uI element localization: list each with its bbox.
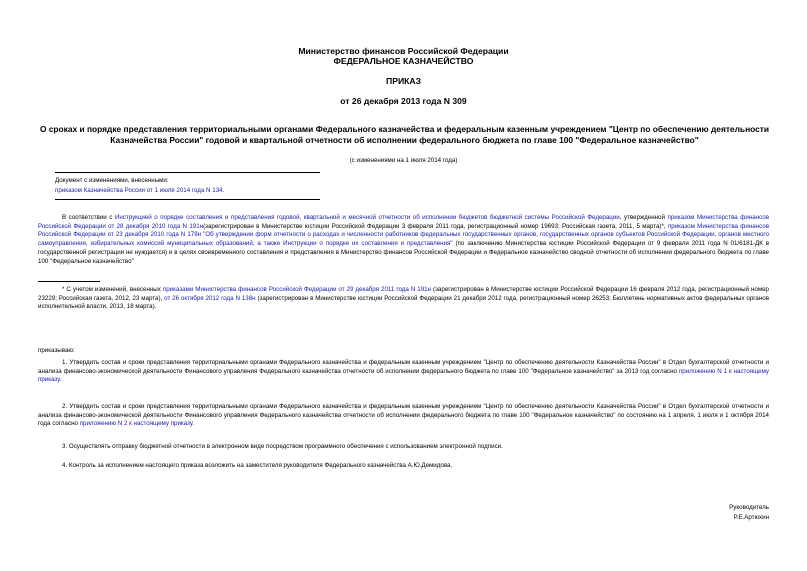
changes-link[interactable]: приказом Казначейства России от 1 июля 2014 года N 134. [55,187,225,194]
footnote-text: (зарегистрирован в Министерстве юстиции Российской Федерации 21 декабря 2012 года, регистрационный номер 26253; Бюллетень нормативных актов федеральных органов исполнительной власти, 2013, 18 марта). [38,294,770,311]
signature-name: Р.Е.Артюхин [733,514,769,521]
preamble-text: В соответствии с [62,214,115,221]
amendment-note: (с изменениями на 1 июля 2014 года) [349,157,458,164]
document-type: ПРИКАЗ [386,76,421,86]
item-text: 2. Утвердить состав и сроки представления территориальными органами Федерального казначейства и федеральным казенным учреждением "Центр по обеспечению деятельности Казначейства России" в Отдел бухгалтерской отчетности и анализа финансово-экономической деятельности Финансового управления Федерального казначейства отчетности об исполнении федерального бюджета по главе 100 "Федеральное казначейство" по состоянию на 1 апреля, 1 июля и 1 октября 2014 года согласно [38,403,769,428]
instruction-link[interactable]: Инструкцией о порядке составления и представления годовой, квартальной и месячной отчетности об исполнении бюджетов бюджетной системы Российской Федерации [114,214,620,221]
appendix-2-link[interactable]: приложению N 2 к настоящему приказу [79,420,193,428]
document-changes-note [55,176,224,196]
changes-label: Документ с изменениями, внесенными: [55,177,169,184]
item-text: . [192,420,195,428]
appendix-1-link[interactable]: приложению N 1 к настоящему приказу [38,367,769,384]
signature-role: Руководитель [729,504,769,511]
preamble-text: (зарегистрирован в Министерстве юстиции Российской Федерации 3 февраля 2011 года, регистрационный номер 19693; Российская газета, 2011, 5 марта)*, [203,222,668,230]
footnote-link-191n[interactable]: приказами Министерства финансов Российской Федерации от 29 декабря 2011 года N 191н [162,286,432,293]
item-text: . [59,376,62,384]
footnote-divider [38,281,100,282]
document-title: О сроках и порядке представления территориальными органами Федерального казначейства и федеральным казенным учреждением "Центр по обеспечению деятельности Казначейства России" годовой и квартальной отчетности об исполнении федерального бюджета по главе 100 "Федеральное казначейство" [39,124,770,145]
preamble-text: , утвержденной [619,214,668,221]
document-date-number: от 26 декабря 2013 года N 309 [340,96,467,106]
divider-bottom [55,199,320,200]
footnote-link-138n[interactable]: от 26 октября 2012 года N 138н [164,294,256,302]
order-191n-link[interactable]: приказом Министерства финансов Российской Федерации от 28 декабря 2010 года N 191н [38,214,769,230]
footnote [38,286,769,312]
preamble-paragraph [38,214,769,266]
ministry-name: Министерство финансов Российской Федерации [298,46,509,56]
order-item-3: 3. Осуществлять отправку бюджетной отчетности в электронном виде посредством программного обеспечения с использованием электронной подписи. [62,443,503,450]
order-179n-link[interactable]: приказом Министерства финансов Российской Федерации от 23 декабря 2010 года N 179н "Об утверждении форм отчетности о расходах и численности работников федеральных государственных органов, государственных органов субъектов Российской Федерации, органов местного самоуправления, избирательных комиссий муниципальных образований, а также Инструкции о порядке их составления и представления" [38,222,769,248]
footnote-text: * С учетом изменений, внесенных [62,286,163,293]
order-word: приказываю: [38,347,75,354]
item-text: 1. Утвердить состав и сроки представления территориальными органами Федерального казначейства и федеральным казенным учреждением "Центр по обеспечению деятельности Казначейства России" в Отдел бухгалтерской отчетности и анализа финансово-экономической деятельности Финансового управления Федерального казначейства отчетности об исполнении федерального бюджета по главе 100 "Федеральное казначейство" за 2013 год согласно [38,359,769,375]
footnote-text: (зарегистрирован в Министерстве юстиции Российской Федерации 16 февраля 2012 года, регистрационный номер 23229; Российская газета, 2012, 23 марта), [38,286,769,302]
divider-top [55,172,320,173]
signature-block [729,503,769,523]
order-item-4: 4. Контроль за исполнением настоящего приказа возложить на заместителя руководителя Федерального казначейства А.Ю.Демидова. [62,462,453,469]
treasury-name: ФЕДЕРАЛЬНОЕ КАЗНАЧЕЙСТВО [333,56,474,66]
preamble-text: (по заключению Министерства юстиции Российской Федерации от 9 февраля 2011 года N 01/6181-ДК в государственной регистрации не нуждается) и в целях своевременного составления и представления в Министерство финансов Российской Федерации и Федеральное казначейство сводной отчетности об исполнении федерального бюджета по главе 100 "Федеральное казначейство" [38,240,769,265]
order-item-2 [38,403,769,429]
order-item-1 [38,359,769,385]
